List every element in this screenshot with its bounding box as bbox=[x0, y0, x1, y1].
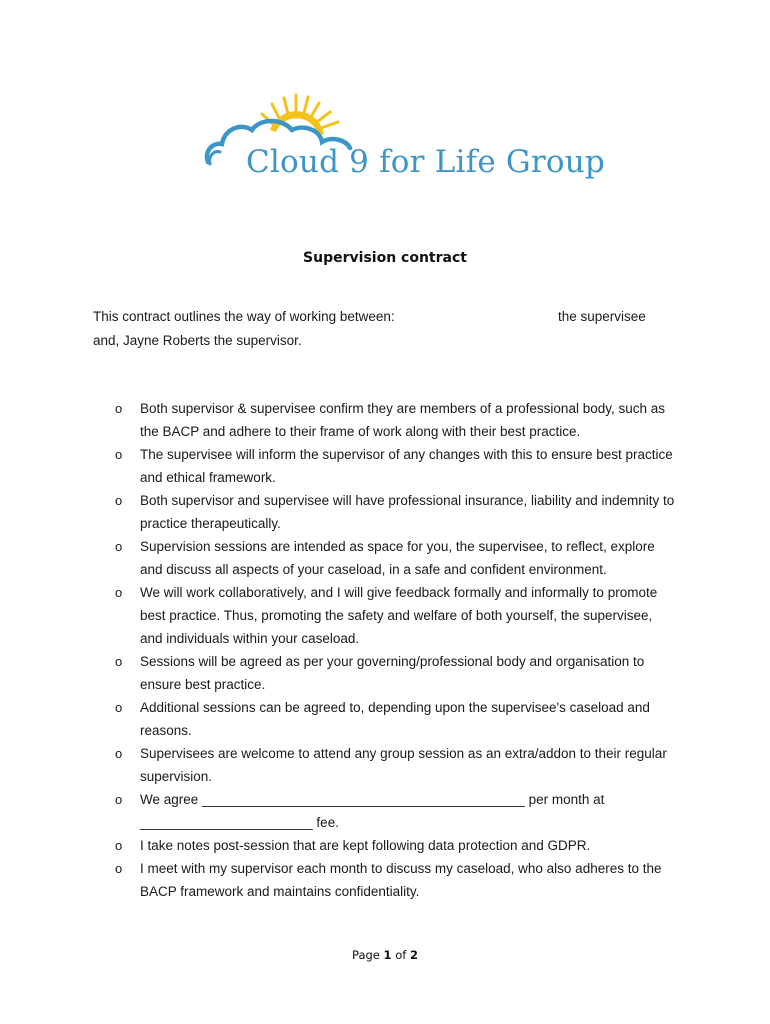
list-item bbox=[0, 489, 675, 535]
list-item-text: We agree ___________________________________________ per month at _______________________ fee. bbox=[140, 792, 605, 830]
company-logo bbox=[200, 90, 605, 200]
bullet-icon: o bbox=[115, 838, 123, 853]
list-item-text: Supervision sessions are intended as space for you, the supervisee, to reflect, explore and discuss all aspects of your caseload, in a safe and confident environment. bbox=[140, 539, 655, 577]
list-item bbox=[0, 443, 675, 489]
page-word: Page bbox=[352, 948, 380, 962]
intro-text: This contract outlines the way of working between: bbox=[93, 309, 395, 324]
bullet-icon: o bbox=[115, 493, 123, 508]
list-item bbox=[0, 857, 675, 903]
of-word: of bbox=[395, 948, 407, 962]
intro-line-2: and, Jayne Roberts the supervisor. bbox=[93, 333, 302, 348]
list-item bbox=[0, 535, 675, 581]
bullet-icon: o bbox=[115, 585, 123, 600]
list-item bbox=[0, 742, 675, 788]
bullet-icon: o bbox=[115, 654, 123, 669]
page-footer bbox=[0, 948, 770, 962]
list-item bbox=[0, 788, 675, 834]
bullet-icon: o bbox=[115, 700, 123, 715]
supervisee-label: the supervisee bbox=[558, 309, 646, 324]
bullet-icon: o bbox=[115, 401, 123, 416]
bullet-icon: o bbox=[115, 746, 123, 761]
document-title: Supervision contract bbox=[303, 250, 467, 266]
bullet-icon: o bbox=[115, 539, 123, 554]
list-item bbox=[0, 696, 675, 742]
current-page-number: 1 bbox=[383, 948, 392, 962]
list-item bbox=[0, 834, 675, 857]
bullet-icon: o bbox=[115, 861, 123, 876]
list-item-text: Sessions will be agreed as per your governing/professional body and organisation to ensure best practice. bbox=[140, 654, 645, 692]
list-item-text: We will work collaboratively, and I will give feedback formally and informally to promote best practice. Thus, promoting the safety and welfare of both yourself, the supervisee, and individuals within your caseload. bbox=[140, 585, 658, 646]
bullet-icon: o bbox=[115, 447, 123, 462]
list-item-text: Supervisees are welcome to attend any group session as an extra/addon to their regular supervision. bbox=[140, 746, 667, 784]
list-item-text: Both supervisor & supervisee confirm they are members of a professional body, such as the BACP and adhere to their frame of work along with their best practice. bbox=[140, 401, 665, 439]
logo-text: Cloud 9 for Life Group bbox=[246, 144, 605, 180]
bullet-icon: o bbox=[115, 792, 123, 807]
list-item-text: I take notes post-session that are kept following data protection and GDPR. bbox=[140, 838, 591, 853]
list-item-text: Both supervisor and supervisee will have professional insurance, liability and indemnity to practice therapeutically. bbox=[140, 493, 675, 531]
list-item bbox=[0, 581, 675, 650]
list-item bbox=[0, 650, 675, 696]
list-item-text: I meet with my supervisor each month to discuss my caseload, who also adheres to the BACP framework and maintains confidentiality. bbox=[140, 861, 662, 899]
list-item-text: The supervisee will inform the supervisor of any changes with this to ensure best practice and ethical framework. bbox=[140, 447, 673, 485]
list-item-text: Additional sessions can be agreed to, depending upon the supervisee's caseload and reasons. bbox=[140, 700, 650, 738]
total-pages-number: 2 bbox=[409, 948, 418, 962]
contract-terms-list bbox=[0, 397, 770, 903]
list-item bbox=[0, 397, 675, 443]
